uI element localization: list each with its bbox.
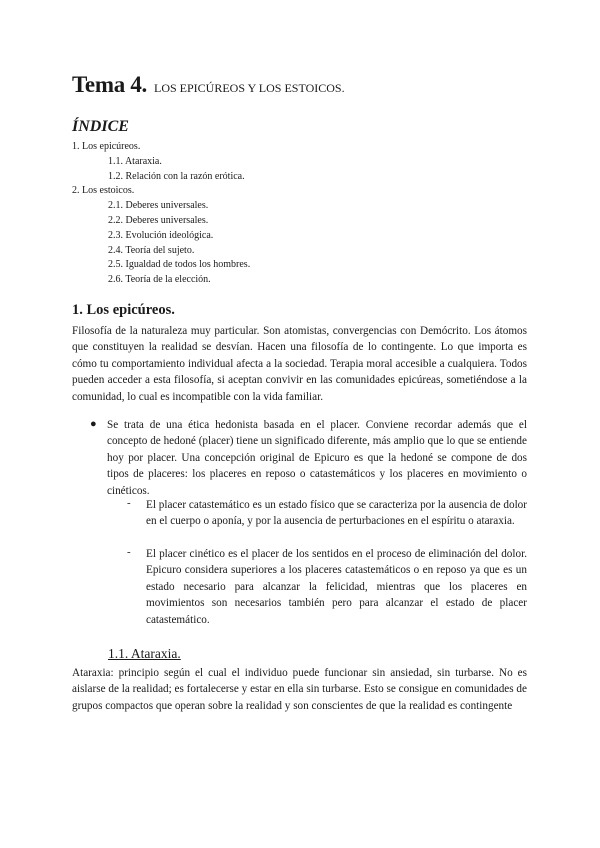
bullet-marker: ● [90,418,97,430]
ataraxia-paragraph: Ataraxia: principio según el cual el individuo puede funcionar sin ansiedad, sin turbarse. No es aislarse de la realidad; es fortalecerse y estar en ella sin turbarse. Esto se consigue en comunidades de grupos compactos que operan sobre la realidad y son conscientes de que la realidad es contingente [72,667,527,712]
toc-entry: 2.1. Deberes universales. [108,200,209,212]
dash-item-cinetico [127,546,527,628]
title-main: Tema 4. [72,72,147,97]
subsection-heading-ataraxia: 1.1. Ataraxia. [108,646,181,661]
toc-entry: 2. Los estoicos. [72,185,135,197]
index-heading: ÍNDICE [72,118,129,135]
intro-paragraph: Filosofía de la naturaleza muy particular. Son atomistas, convergencias con Demócrito. Los átomos que constituyen la realidad se desvían. Hacen una filosofía de lo contingente. Lo que importa es cómo tu comportamiento individual afecta a la sociedad. Terapia moral accesible a cualquiera. Todos pueden acceder a esta filosofía, si aceptan convivir en las comunidades epicúreas, sometiéndose a la comunidad, lo cual es incompatible con la vida familiar. [72,325,527,403]
toc-entry: 2.2. Deberes universales. [108,214,209,226]
toc-entry: 1. Los epicúreos. [72,141,141,152]
table-of-contents [72,140,532,288]
document-title [72,72,345,98]
toc-entry: 2.4. Teoría del sujeto. [108,244,195,256]
title-subtitle: LOS EPICÚREOS Y LOS ESTOICOS. [154,81,345,95]
dash-item-catastematico [127,497,527,530]
section-heading-epicureos: 1. Los epicúreos. [72,302,175,318]
dash-text: El placer cinético es el placer de los sentidos en el proceso de eliminación del dolor. Epicuro considera superiores a los placeres catastemáticos o en reposo ya que es un estado necesario para alcanzar la felicidad, mientras que los placeres en movimientos son necesarios también pero para alcanzar el estado de placer catastemático. [146,548,527,626]
dash-text: El placer catastemático es un estado físico que se caracteriza por la ausencia de dolor en el cuerpo o aponía, y por la ausencia de perturbaciones en el espíritu o ataraxia. [146,499,527,528]
toc-entry: 2.6. Teoría de la elección. [108,274,211,286]
dash-marker: - [127,497,131,509]
bullet-item [90,417,527,499]
toc-entry: 2.5. Igualdad de todos los hombres. [108,259,251,271]
toc-entry: 1.1. Ataraxia. [108,155,162,167]
toc-entry: 2.3. Evolución ideológica. [108,229,214,241]
dash-marker: - [127,546,131,558]
bullet-text: Se trata de una ética hedonista basada en el placer. Conviene recordar además que el concepto de hedoné (placer) tiene un significado diferente, más amplio que lo que se entiende hoy por placer. Una concepción original de Epicuro es que la hedoné se compone de dos tipos de placeres: los placeres en reposo o catastemáticos y los placeres en movimiento o cinéticos. [107,419,527,497]
toc-entry: 1.2. Relación con la razón erótica. [108,170,245,182]
